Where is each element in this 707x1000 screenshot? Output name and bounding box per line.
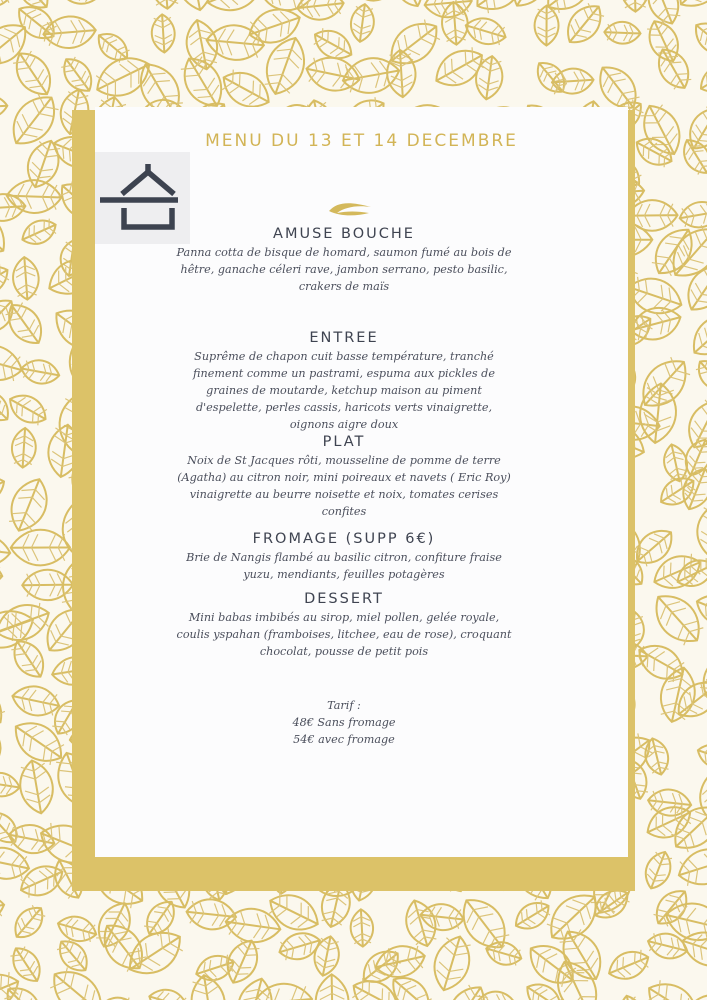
leaf-outline: [0, 293, 20, 340]
leaf-outline: [11, 0, 62, 47]
leaf-outline: [0, 259, 14, 302]
leaf-outline: [185, 897, 238, 932]
leaf-outline: [263, 886, 325, 938]
leaf-outline: [678, 199, 707, 231]
leaf-outline: [452, 890, 516, 958]
leaf-outline: [604, 21, 641, 44]
leaf-outline: [647, 787, 693, 818]
tarif-block: [175, 697, 513, 748]
leaf-outline: [640, 974, 705, 1000]
leaf-outline: [151, 14, 176, 53]
leaf-outline: [0, 51, 5, 94]
leaf-outline: [56, 0, 103, 7]
leaf-outline: [350, 909, 374, 947]
leaf-outline: [0, 0, 13, 7]
leaf-outline: [0, 533, 12, 568]
leaf-outline: [510, 896, 554, 935]
leaf-outline: [0, 891, 7, 928]
leaf-outline: [642, 800, 697, 845]
leaf-outline: [11, 530, 70, 566]
gold-swash-ornament: [327, 199, 373, 221]
leaf-outline: [0, 472, 9, 507]
leaf-outline: [551, 67, 594, 95]
leaf-outline: [0, 727, 1, 770]
section-description: Brie de Nangis flambé au basilic citron, confiture fraise yuzu, mendiants, feuilles potagères: [186, 551, 502, 581]
leaf-outline: [349, 3, 377, 44]
section-description: Mini babas imbibés au sirop, miel pollen, gelée royale, coulis yspahan (framboises, litchee, eau de rose), croquant chocolat, pousse de petit pois: [176, 611, 512, 658]
section-plat: [175, 432, 513, 520]
leaf-outline: [0, 384, 15, 427]
section-amuse-bouche: [175, 224, 513, 295]
leaf-outline: [468, 0, 531, 19]
leaf-outline: [662, 218, 707, 287]
leaf-outline: [6, 942, 47, 987]
section-heading: PLAT: [322, 434, 366, 450]
leaf-outline: [534, 6, 558, 46]
section-heading: DESSERT: [304, 591, 384, 607]
leaf-outline: [3, 473, 54, 537]
tarif-label: Tarif :: [327, 699, 361, 712]
leaf-outline: [620, 0, 649, 12]
leaf-outline: [692, 354, 707, 397]
leaf-outline: [694, 740, 707, 773]
leaf-outline: [604, 945, 653, 985]
leaf-outline: [0, 678, 11, 733]
leaf-outline: [0, 95, 8, 119]
leaf-outline: [372, 941, 428, 982]
leaf-outline: [655, 471, 700, 511]
section-heading: FROMAGE (SUPP 6€): [252, 531, 436, 547]
leaf-outline: [276, 928, 324, 964]
leaf-outline: [9, 682, 62, 720]
leaf-outline: [559, 0, 609, 51]
leaf-outline: [0, 560, 4, 588]
tarif-sans-fromage: 48€ Sans fromage: [292, 716, 396, 729]
leaf-outline: [695, 59, 707, 98]
menu-card: [95, 107, 628, 857]
tarif-avec-fromage: 54€ avec fromage: [293, 733, 395, 746]
leaf-outline: [43, 961, 112, 1000]
section-fromage: [175, 529, 513, 583]
leaf-outline: [695, 502, 707, 558]
leaf-outline: [7, 634, 51, 683]
leaf-outline: [473, 54, 505, 101]
section-description: Panna cotta de bisque de homard, saumon fumé au bois de hêtre, ganache céleri rave, jambon serrano, pesto basilic, crakers de maïs: [176, 246, 512, 293]
leaf-outline: [651, 43, 696, 95]
leaf-outline: [390, 0, 427, 11]
leaf-outline: [182, 17, 221, 72]
leaf-outline: [296, 0, 345, 22]
leaf-outline: [642, 16, 685, 67]
section-description: Noix de St Jacques rôti, mousseline de pomme de terre (Agatha) au citron noir, mini poireaux et navets ( Eric Roy) vinaigrette au beurre noisette et noix, tomates cerises confites: [177, 454, 511, 518]
menu-title: MENU DU 13 ET 14 DECEMBRE: [205, 131, 518, 151]
leaf-outline: [0, 770, 21, 799]
leaf-outline: [688, 15, 707, 62]
leaf-outline: [149, 0, 183, 10]
leaf-outline: [19, 357, 61, 387]
leaf-outline: [0, 339, 26, 386]
leaf-outline: [12, 256, 41, 300]
section-description: Suprême de chapon cuit basse température, tranché finement comme un pastrami, espuma aux pickles de graines de moutarde, ketchup maison au piment d'espelette, perles cassis, haricots verts vinaigrette, oignons aigre doux: [193, 350, 495, 431]
leaf-outline: [18, 215, 60, 250]
leaf-outline: [483, 938, 524, 969]
leaf-outline: [4, 388, 51, 429]
section-entree: [175, 328, 513, 433]
leaf-outline: [521, 977, 567, 1000]
leaf-outline: [95, 994, 136, 1000]
section-heading: ENTREE: [309, 330, 379, 346]
leaf-outline: [616, 993, 647, 1000]
leaf-outline: [11, 427, 37, 468]
leaf-outline: [684, 306, 707, 365]
leaf-outline: [645, 585, 707, 652]
leaf-outline: [674, 842, 707, 891]
leaf-outline: [351, 0, 394, 3]
leaf-outline: [640, 848, 676, 893]
leaf-outline: [670, 0, 707, 16]
leaf-outline: [462, 13, 509, 49]
leaf-outline: [0, 980, 48, 1000]
leaf-outline: [146, 985, 190, 1000]
leaf-outline: [670, 674, 707, 726]
leaf-outline: [90, 49, 157, 105]
leaf-outline: [8, 45, 60, 102]
section-dessert: [175, 589, 513, 660]
leaf-outline: [16, 758, 57, 816]
leaf-outline: [0, 202, 14, 262]
section-heading: AMUSE BOUCHE: [273, 226, 415, 242]
leaf-outline: [682, 101, 707, 155]
leaf-outline: [315, 974, 349, 1000]
leaf-outline: [441, 1, 470, 45]
leaf-outline: [309, 24, 357, 66]
leaf-outline: [8, 901, 49, 944]
